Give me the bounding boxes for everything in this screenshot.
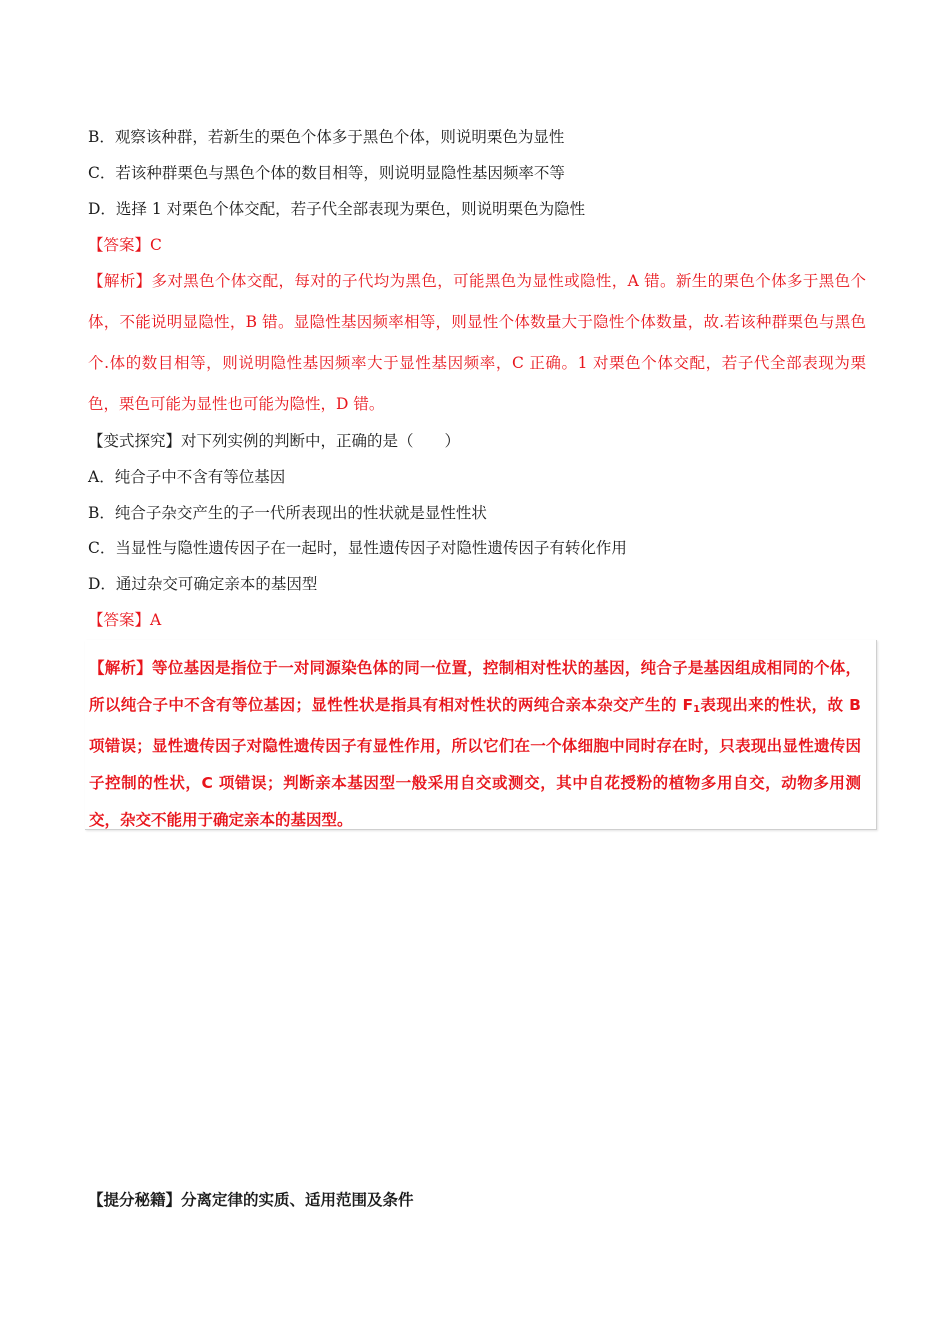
q2-analysis-label: 【解析】: [89, 659, 153, 677]
q2-answer-value: A: [150, 611, 162, 629]
q2-stem: [88, 431, 460, 451]
q1-analysis: [88, 261, 866, 425]
q2-analysis-part1: 等位基因是指位于一对同源染色体的同一位置，控制相对性状的基因，纯合子是基因组成相同的个体，所以纯合子中不含有等位基因；显性性状是指具有相对性状的两纯合亲本杂交产生的 F: [89, 659, 861, 714]
q1-option-d: D．选择 1 对栗色个体交配，若子代全部表现为栗色，则说明栗色为隐性: [88, 200, 586, 218]
q1-analysis-label: 【解析】: [88, 272, 152, 290]
q2-stem-text: 对下列实例的判断中，正确的是（ ）: [181, 432, 461, 450]
q1-answer-value: C: [150, 236, 162, 254]
q2-option-a: A．纯合子中不含有等位基因: [88, 468, 286, 486]
q1-answer-label: 【答案】: [88, 236, 151, 254]
q1-analysis-text: 多对黑色个体交配，每对的子代均为黑色，可能黑色为显性或隐性，A 错。新生的栗色个体多于黑色个体，不能说明显隐性，B 错。显隐性基因频率相等，则显性个体数量大于隐性个体数量，故.若该种群栗色与黑色个.体的数目相等，则说明隐性基因频率大于显性基因频率，C 正确。1 对栗色个体交配，若子代全部表现为栗色，栗色可能为显性也可能为隐性，D 错。: [88, 272, 866, 413]
q1-option-b: B．观察该种群，若新生的栗色个体多于黑色个体，则说明栗色为显性: [88, 128, 565, 146]
q2-option-c: C．当显性与隐性遗传因子在一起时，显性遗传因子对隐性遗传因子有转化作用: [88, 539, 627, 557]
section-title: 【提分秘籍】分离定律的实质、适用范围及条件: [88, 1191, 414, 1209]
q2-answer-label: 【答案】: [88, 611, 151, 629]
q2-analysis-box: [85, 640, 877, 830]
q2-analysis-subscript: 1: [693, 704, 701, 715]
q2-answer: [88, 610, 161, 630]
q2-analysis: [89, 650, 861, 839]
q2-option-b: B．纯合子杂交产生的子一代所表现出的性状就是显性性状: [88, 504, 487, 522]
q1-answer: [88, 235, 162, 255]
q2-analysis-part2: 表现出来的性状，故 B 项错误；显性遗传因子对隐性遗传因子有显性作用，所以它们在一个体细胞中同时存在时，只表现出显性遗传因子控制的性状，C 项错误；判断亲本基因型一般采用自交或测交，其中自花授粉的植物多用自交，动物多用测交，杂交不能用于确定亲本的基因型。: [89, 696, 861, 829]
q2-option-d: D．通过杂交可确定亲本的基因型: [88, 575, 318, 593]
q1-option-c: C．若该种群栗色与黑色个体的数目相等，则说明显隐性基因频率不等: [88, 164, 565, 182]
q2-stem-label: 【变式探究】: [88, 432, 182, 450]
